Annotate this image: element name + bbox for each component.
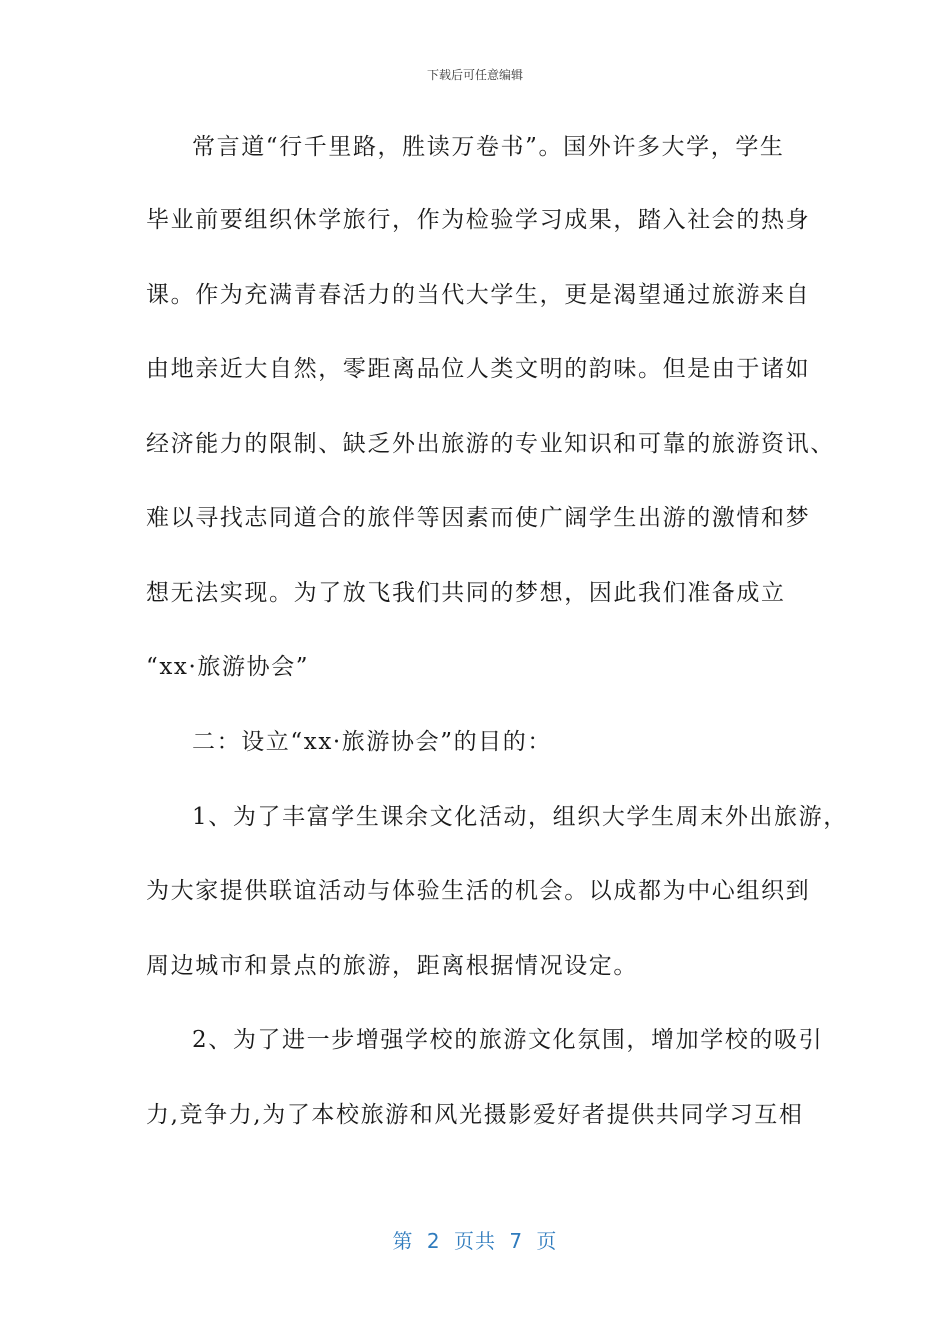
paragraph-line: 1、为了丰富学生课余文化活动，组织大学生周末外出旅游， [192, 804, 848, 830]
paragraph-line: “xx·旅游协会” [146, 654, 310, 680]
paragraph-line: 课。作为充满青春活力的当代大学生，更是渴望通过旅游来自 [146, 282, 811, 308]
paragraph-line: 想无法实现。为了放飞我们共同的梦想，因此我们准备成立 [146, 580, 786, 606]
paragraph-line: 由地亲近大自然，零距离品位人类文明的韵味。但是由于诸如 [146, 356, 811, 382]
paragraph-line: 常言道“行千里路，胜读万卷书”。国外许多大学，学生 [192, 134, 785, 160]
section-heading: 二：设立“xx·旅游协会”的目的： [192, 729, 552, 755]
paragraph-line: 为大家提供联谊活动与体验生活的机会。以成都为中心组织到 [146, 878, 811, 904]
page-number-footer: 第 2 页共 7 页 [392, 1229, 558, 1253]
paragraph-line: 力,竞争力,为了本校旅游和风光摄影爱好者提供共同学习互相 [146, 1102, 804, 1128]
paragraph-line: 毕业前要组织休学旅行，作为检验学习成果，踏入社会的热身 [146, 207, 811, 233]
paragraph-line: 周边城市和景点的旅游，距离根据情况设定。 [146, 953, 638, 979]
paragraph-line: 难以寻找志同道合的旅伴等因素而使广阔学生出游的激情和梦 [146, 505, 811, 531]
paragraph-line: 2、为了进一步增强学校的旅游文化氛围，增加学校的吸引 [192, 1027, 824, 1053]
page-header: 下载后可任意编辑 [426, 68, 523, 82]
paragraph-line: 经济能力的限制、缺乏外出旅游的专业知识和可靠的旅游资讯、 [146, 431, 835, 457]
